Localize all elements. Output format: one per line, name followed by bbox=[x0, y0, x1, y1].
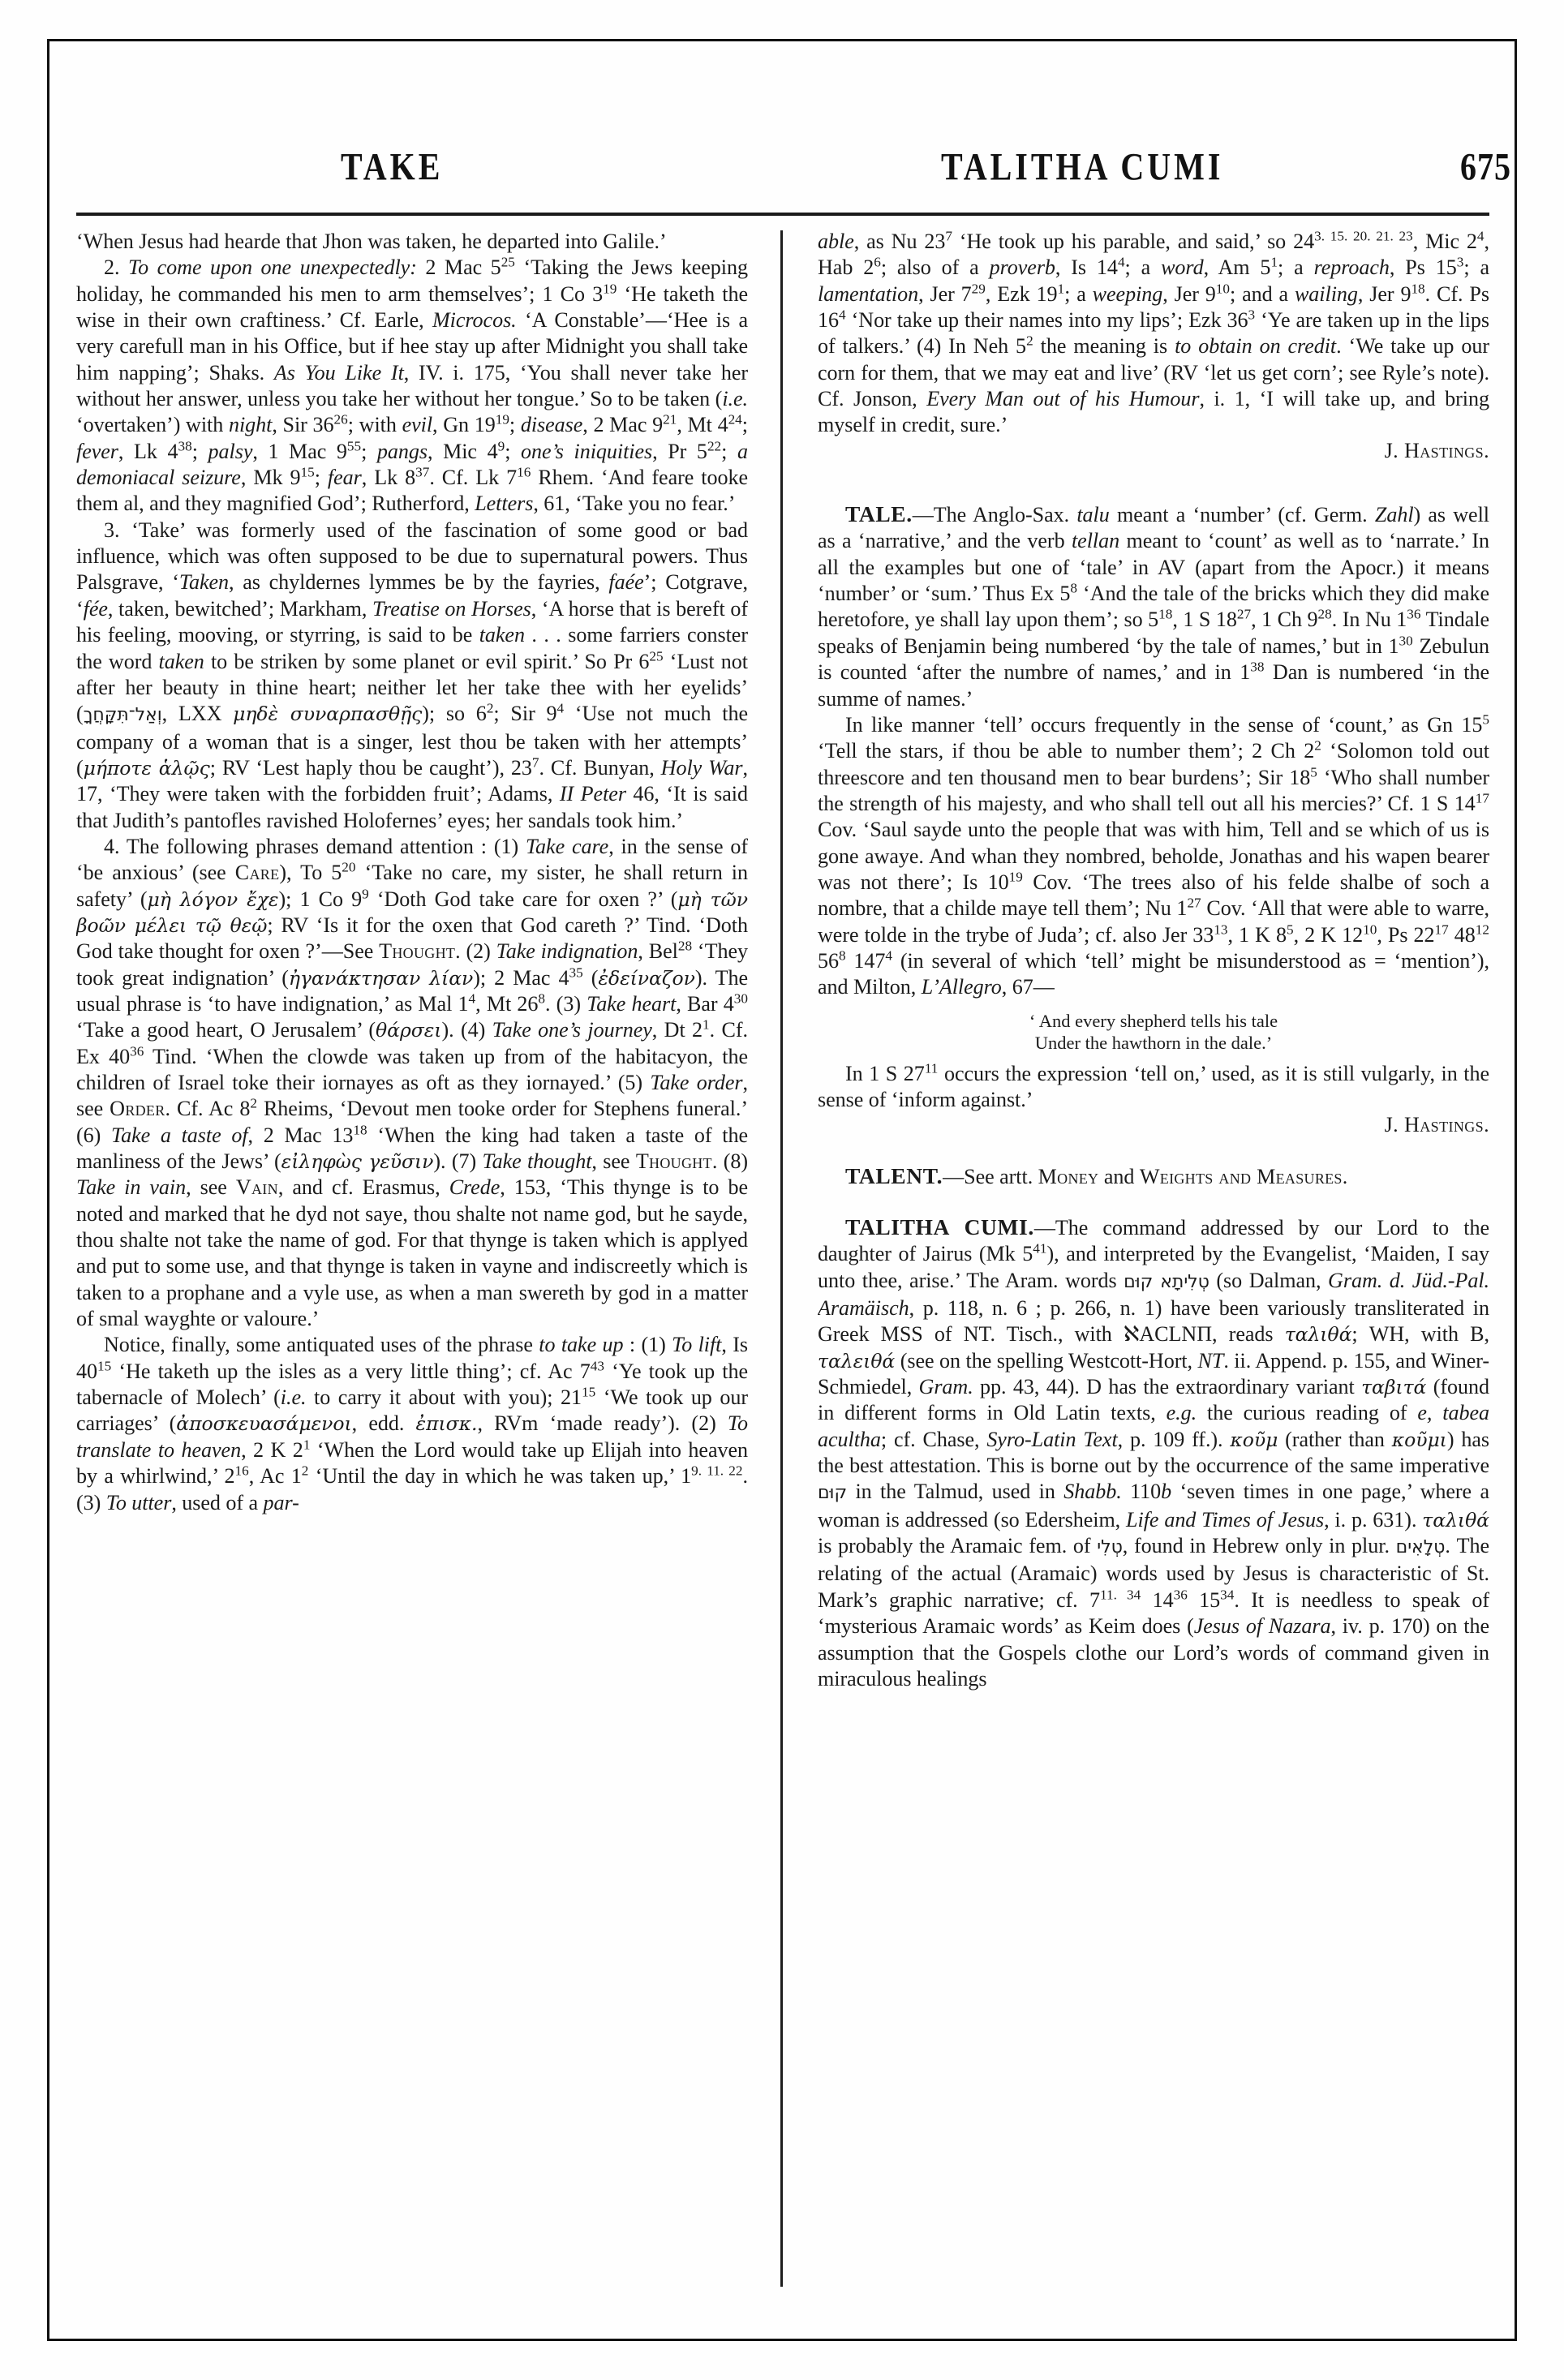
hebrew-word: קוּם bbox=[818, 1483, 848, 1504]
running-head bbox=[114, 144, 1511, 201]
greek-word: μὴ λόγον ἔχε bbox=[147, 887, 279, 911]
greek-word: ἐπισκ. bbox=[415, 1412, 478, 1436]
page-number: 675 bbox=[1460, 145, 1511, 189]
greek-word: εἰληφὼς γεῦσιν bbox=[281, 1150, 434, 1174]
greek-word: μήποτε ἁλῷς bbox=[83, 756, 210, 780]
cross-reference-weights-and-measures: Weights and Measures bbox=[1139, 1164, 1343, 1188]
entry-talent: TALENT.—See artt. Money and Weights and Measures. bbox=[845, 1162, 1348, 1188]
author-signature-take: J. Hastings. bbox=[1384, 438, 1489, 462]
paragraph-take-sense2: 2. To come upon one unexpectedly: 2 Mac $5^{25}$ ‘Taking the Jews keeping holiday, he commanded his men to arm themselves’; 1 Co $3^{19}$ ‘He taketh the wise in their own craftiness.’ Cf. Earle, Microcos. ‘A Constable’—‘Hee is a very carefull man in his Office, but if hee stay up after Midnight you shall take him napping’; Shaks. As You Like It, IV. i. 175, ‘You shall never take her without her answer, unless you take her without her tongue.’ So to be taken (i.e. ‘overtaken’) with night, Sir $36^{26}$; with evil, Gn $19^{19}$; disease, 2 Mac $9^{21}$, Mt $4^{24}$; fever, Lk $4^{38}$; palsy, 1 Mac $9^{55}$; pangs, Mic $4^9$; one’s iniquities, Pr $5^{22}$; a demoniacal seizure, Mk $9^{15}$; fear, Lk $8^{37}$. Cf. Lk $7^{16}$ Rhem. ‘And feare tooke them al, and they magnified God’; Rutherford, Letters, 61, ‘Take you no fear.’ bbox=[76, 254, 748, 516]
greek-word: μηδὲ συναρπασθῇς bbox=[233, 702, 423, 726]
greek-word: μὴ τῶν βοῶν μέλει τῷ θεῷ bbox=[76, 887, 748, 937]
running-head-right-entry: TALITHA CUMI bbox=[941, 145, 1224, 189]
right-column bbox=[818, 229, 1489, 2293]
entry-spacer bbox=[818, 1139, 1489, 1163]
paragraph-take-up-uses: Notice, finally, some antiquated uses of the phrase to take up : (1) To lift, Is $40^{15}$ ‘He taketh up the isles as a very little thing’; cf. Ac $7^{43}$ ‘Ye took up the tabernacle of Molech’ (i.e. to carry it about with you); $21^{15}$ ‘We took up our carriages’ (ἀποσκευασάμενοι, edd. ἐπισκ., RVm ‘made ready’). (2) To translate to heaven, 2 K $2^1$ ‘When the Lord would take up Elijah into heaven by a whirlwind,’ $2^{16}$, Ac $1^2$ ‘Until the day in which he was taken up,’ $1^{9. 11. 22}$. (3) To utter, used of a par- bbox=[76, 1333, 748, 1514]
header-rule bbox=[76, 213, 1489, 216]
paragraph-take-sense1-quote: ‘When Jesus had hearde that Jhon was taken, he departed into Galile.’ bbox=[76, 230, 667, 253]
hebrew-word: טְלִיתָא קוּם bbox=[1124, 1271, 1210, 1292]
entry-spacer bbox=[818, 464, 1489, 501]
greek-word: ταβιτά bbox=[1361, 1376, 1427, 1399]
greek-word: ἀποσκευασάμενοι bbox=[176, 1412, 352, 1436]
entry-headword-talent: TALENT. bbox=[845, 1162, 943, 1188]
greek-word: θάρσει bbox=[376, 1019, 442, 1042]
entry-tale: TALE.—The Anglo-Sax. talu meant a ‘number’ (cf. Germ. Zahl) as well as a ‘narrative,’ and the verb tellan meant to ‘count’ as well as to ‘narrate.’ In all the examples but one of ‘tale’ in AV (apart from the Apocr.) it means ‘number’ or ‘sum.’ Thus Ex $5^8$ ‘And the tale of the bricks which they did make heretofore, ye shall lay upon them’; so $5^{18}$, 1 S $18^{27}$, 1 Ch $9^{28}$. In Nu $1^{36}$ Tindale speaks of Benjamin being numbered ‘by the tale of names,’ but in $1^{30}$ Zebulun is counted ‘after the numbre of names,’ and in $1^{38}$ Dan is numbered ‘in the summe of names.’ bbox=[818, 501, 1489, 711]
paragraph-take-up-continued: able, as Nu $23^7$ ‘He took up his parable, and said,’ so $24^{3. 15. 20. 21. 23}$, Mic $2^4$, Hab $2^6$; also of a proverb, Is $14^4$; a word, Am $5^1$; a reproach, Ps $15^3$; a lamentation, Jer $7^{29}$, Ezk $19^1$; a weeping, Jer $9^{10}$; and a wailing, Jer $9^{18}$. Cf. Ps $16^4$ ‘Nor take up their names into my lips’; Ezk $36^3$ ‘Ye are taken up in the lips of talkers.’ (4) In Neh $5^2$ the meaning is to obtain on credit. ‘We take up our corn for them, that we may eat and live’ (RV ‘let us get corn’; see Ryle’s note). Cf. Jonson, Every Man out of his Humour, i. 1, ‘I will take up, and bring myself in credit, sure.’ J. Hastings. bbox=[818, 229, 1489, 464]
lemma-come-upon-unexpectedly: To come upon one unexpectedly: bbox=[128, 256, 417, 280]
entry-spacer bbox=[818, 1190, 1489, 1214]
cross-reference-money: Money bbox=[1038, 1164, 1099, 1188]
entry-headword-talitha-cumi: TALITHA CUMI. bbox=[845, 1214, 1034, 1239]
paragraph-tell-on: In 1 S $27^{11}$ occurs the expression ‘tell on,’ used, as it is still vulgarly, in the sense of ‘inform against.’ J. Hastings. bbox=[818, 1061, 1489, 1139]
hebrew-word: וְאַל־תִּקָּחֲךָ bbox=[83, 705, 162, 726]
greek-word: ἠγανάκτησαν λίαν bbox=[288, 966, 474, 990]
paragraph-take-sense3: 3. ‘Take’ was formerly used of the fascination of some good or bad influence, which was often supposed to be due to supernatural powers. Thus Palsgrave, ‘Taken, as chyldernes lymmes be by the fayries, faée’; Cotgrave, ‘fée, taken, bewitched’; Markham, Treatise on Horses, ‘A horse that is bereft of his feeling, mooving, or styrring, is said to be taken . . . some farriers conster the word taken to be striken by some planet or evil spirit.’ So Pr $6^{25}$ ‘Lust not after her beauty in thine heart; neither let her take thee with her eyelids’ (וְאַל־תִּקָּחֲךָ, LXX μηδὲ συναρπασθῇς); so $6^2$; Sir $9^4$ ‘Use not much the company of a woman that is a singer, lest thou be taken with her attempts’ (μήποτε ἁλῷς; RV ‘Lest haply thou be caught’), $23^7$. Cf. Bunyan, Holy War, 17, ‘They were taken with the forbidden fruit’; Adams, II Peter 46, ‘It is said that Judith’s pantofles ravished Holofernes’ eyes; her sandals took him.’ bbox=[76, 518, 748, 832]
author-signature-tale: J. Hastings. bbox=[1384, 1113, 1489, 1137]
greek-word: κοῦμ bbox=[1230, 1428, 1278, 1451]
greek-word: ἐδείναζον bbox=[598, 966, 695, 990]
column-divider bbox=[780, 230, 783, 2287]
cross-reference-vain: Vain bbox=[235, 1175, 278, 1200]
paragraph-take-sense4: 4. The following phrases demand attention : (1) Take care, in the sense of ‘be anxious’ (see Care), To $5^{20}$ ‘Take no care, my sister, he shall return in safety’ (μὴ λόγον ἔχε); 1 Co $9^9$ ‘Doth God take care for oxen ?’ (μὴ τῶν βοῶν μέλει τῷ θεῷ; RV ‘Is it for the oxen that God careth ?’ Tind. ‘Doth God take thought for oxen ?’—See Thought. (2) Take indignation, Bel$^{28}$ ‘They took great indignation’ (ἠγανάκτησαν λίαν); 2 Mac $4^{35}$ (ἐδείναζον). The usual phrase is ‘to have indignation,’ as Mal $1^4$, Mt $26^8$. (3) Take heart, Bar $4^{30}$ ‘Take a good heart, O Jerusalem’ (θάρσει). (4) Take one’s journey, Dt $2^1$. Cf. Ex $40^{36}$ Tind. ‘When the clowde was taken up from of the habitacyon, the children of Israel toke their iornayes as oft as they iornayed.’ (5) Take order, see Order. Cf. Ac $8^2$ Rheims, ‘Devout men tooke order for Stephens funeral.’ (6) Take a taste of, 2 Mac $13^{18}$ ‘When the king had taken a taste of the manliness of the Jews’ (εἰληφὼς γεῦσιν). (7) Take thought, see Thought. (8) Take in vain, see Vain, and cf. Erasmus, Crede, 153, ‘This thynge is to be noted and marked that he dyd not saye, thou shalte not name god, but he sayde, thou shalte not take the name of god. For that thynge is taken which is applyed and put to some use, and that thynge is taken in vayne and indiscreetly which is taken to a prophane and a vyle use, as when a man swereth by god in a matter of smal wayghte or valoure.’ bbox=[76, 834, 748, 1331]
hebrew-word: טְלָאִים bbox=[1395, 1537, 1446, 1558]
verse-line-2: Under the hawthorn in the dale.’ bbox=[1034, 1032, 1273, 1053]
manuscript-sigla: ℵACLNΠ bbox=[1124, 1322, 1213, 1347]
quoted-verse-milton bbox=[818, 1010, 1489, 1054]
cross-reference-thought-2: Thought bbox=[635, 1149, 712, 1174]
paragraph-tale-tell-usage: In like manner ‘tell’ occurs frequently in the sense of ‘count,’ as Gn $15^5$ ‘Tell the stars, if thou be able to number them’; 2 Ch $2^2$ ‘Solomon told out threescore and ten thousand men to bear burdens’; Sir $18^5$ ‘Who shall number the strength of his majesty, and who shall tell out all his mercies?’ Cf. 1 S $14^{17}$ Cov. ‘Saul sayde unto the people that was with him, Tell and se which of us is gone awaye. And whan they nombred, beholde, Jonathas and his wapen bearer was not there’; Is $10^{19}$ Cov. ‘The trees also of his felde shalbe of soch a nombre, that a childe maye tell them’; Nu $1^{27}$ Cov. ‘All that were able to warre, were tolde in the trybe of Juda’; cf. also Jer $33^{13}$, 1 K $8^5$, 2 K $12^{10}$, Ps $22^{17}$ $48^{12}$ $56^8$ $147^4$ (in several of which ‘tell’ might be misunderstood as = ‘mention’), and Milton, L’Allegro, 67— bbox=[818, 711, 1489, 999]
left-column bbox=[76, 229, 748, 2293]
cross-reference-order: Order bbox=[110, 1097, 165, 1121]
greek-word: κοῦμι bbox=[1391, 1428, 1447, 1451]
hebrew-word: טְלִי bbox=[1097, 1537, 1123, 1558]
verse-line-1: ‘ And every shepherd tells his tale bbox=[1029, 1010, 1278, 1031]
entry-talitha-cumi: TALITHA CUMI.—The command addressed by our Lord to the daughter of Jairus (Mk $5^{41}$), and interpreted by the Evangelist, ‘Maiden, I say unto thee, arise.’ The Aram. words טְלִיתָא קוּם (so Dalman, Gram. d. Jüd.-Pal. Aramäisch, p. 118, n. 6 ; p. 266, n. 1) have been variously transliterated in Greek MSS of NT. Tisch., with ℵACLNΠ, reads ταλιθά; WH, with B, ταλειθά (see on the spelling Westcott-Hort, NT. ii. Append. p. 155, and Winer-Schmiedel, Gram. pp. 43, 44). D has the extraordinary variant ταβιτά (found in different forms in Old Latin texts, e.g. the curious reading of e, tabea acultha; cf. Chase, Syro-Latin Text, p. 109 ff.). κοῦμ (rather than κοῦμι) has the best attestation. This is borne out by the occurrence of the same imperative קוּם in the Talmud, used in Shabb. 110b ‘seven times in one page,’ where a woman is addressed (so Edersheim, Life and Times of Jesus, i. p. 631). ταλιθά is probably the Aramaic fem. of טְלִי, found in Hebrew only in plur. טְלָאִים. The relating of the actual (Aramaic) words used by Jesus is characteristic of St. Mark’s graphic narrative; cf. $7^{11. 34}$ $14^{36}$ $15^{34}$. It is needless to speak of ‘mysterious Aramaic words’ as Keim does (Jesus of Nazara, iv. p. 170) on the assumption that the Gospels clothe our Lord’s words of command given in miraculous healings bbox=[818, 1214, 1489, 1690]
body-columns bbox=[76, 229, 1489, 2293]
greek-word: ταλειθά bbox=[818, 1349, 896, 1373]
greek-word: ταλιθά bbox=[1284, 1323, 1352, 1347]
cross-reference-thought: Thought bbox=[379, 939, 456, 964]
cross-reference-care: Care bbox=[234, 861, 280, 885]
entry-headword-tale: TALE. bbox=[845, 501, 913, 527]
greek-word: ταλιθά bbox=[1422, 1508, 1489, 1532]
running-head-left-entry: TAKE bbox=[341, 145, 444, 189]
